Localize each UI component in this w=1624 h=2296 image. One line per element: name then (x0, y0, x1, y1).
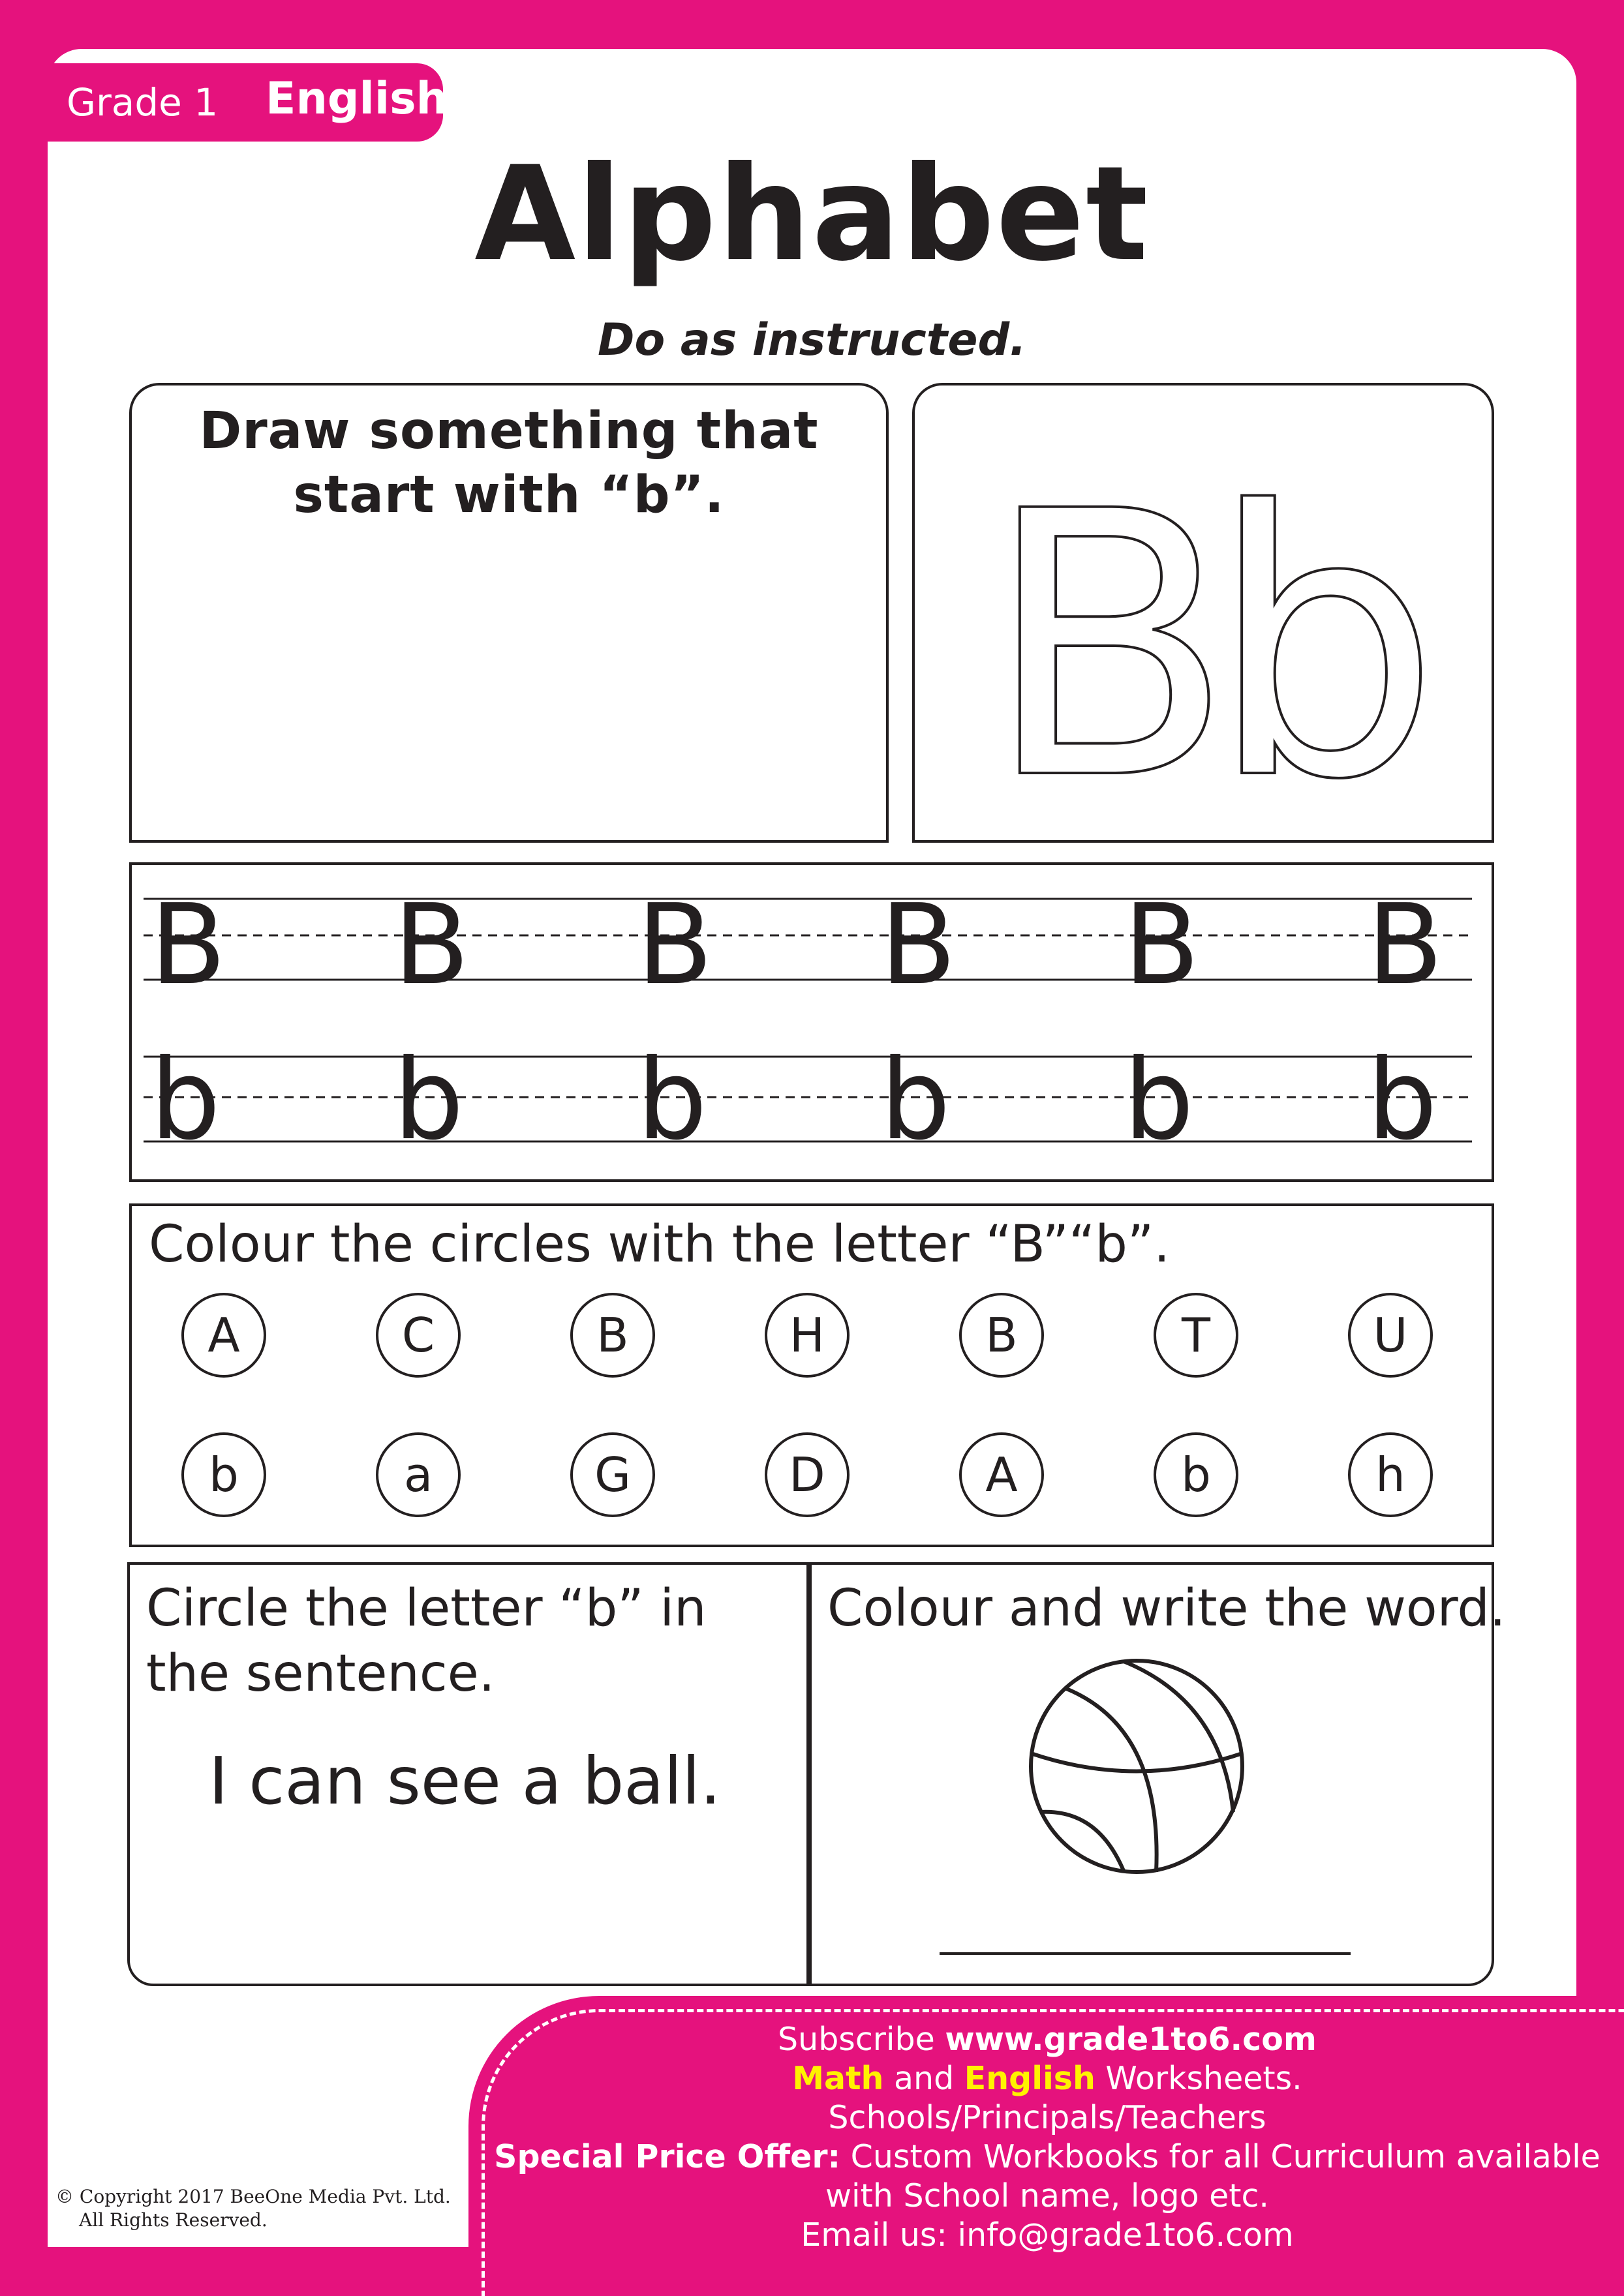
circle-sentence-prompt-line1: Circle the letter “b” in (146, 1579, 707, 1638)
instructions: Do as instructed. (598, 314, 1026, 366)
promo-line-offer2: with School name, logo etc. (825, 2177, 1270, 2214)
tracing-letters (129, 862, 1494, 1182)
outline-letter-lower: b (1208, 434, 1441, 841)
grade-label: Grade 1 (67, 80, 219, 125)
colour-write-prompt: Colour and write the word. (827, 1579, 1506, 1638)
trace-letter-upper: B (880, 881, 957, 1010)
letter-circle[interactable]: b (1154, 1432, 1238, 1517)
trace-letter-lower: b (637, 1036, 707, 1165)
trace-letter-upper: B (637, 881, 713, 1010)
copyright-line1: © Copyright 2017 BeeOne Media Pvt. Ltd. (55, 2186, 451, 2207)
letter-circle[interactable]: T (1154, 1293, 1238, 1378)
promo-line-subscribe (483, 2021, 1612, 2058)
write-answer-line[interactable] (940, 1952, 1351, 1955)
promo-line-worksheets (483, 2060, 1612, 2097)
english-label: English (964, 2060, 1095, 2097)
letter-circle[interactable]: h (1348, 1432, 1433, 1517)
trace-letter-lower: b (150, 1036, 221, 1165)
letter-circle[interactable]: a (376, 1432, 461, 1517)
copyright-line2: All Rights Reserved. (79, 2209, 268, 2231)
colour-circles-prompt: Colour the circles with the letter “B”“b”. (149, 1215, 1171, 1274)
letter-circle[interactable]: A (181, 1293, 266, 1378)
trace-letter-upper: B (150, 881, 226, 1010)
trace-letter-lower: b (1367, 1036, 1437, 1165)
subscribe-text: Subscribe (778, 2021, 945, 2058)
math-label: Math (792, 2060, 884, 2097)
trace-letter-lower: b (393, 1036, 464, 1165)
draw-prompt (196, 399, 822, 527)
letter-circle[interactable]: B (959, 1293, 1044, 1378)
subject-label: English (266, 73, 448, 125)
letter-circle[interactable]: D (765, 1432, 850, 1517)
letter-circle[interactable]: b (181, 1432, 266, 1517)
circle-sentence-prompt-line2: the sentence. (146, 1644, 495, 1703)
website-link[interactable]: www.grade1to6.com (945, 2021, 1317, 2058)
page-title: Alphabet (474, 138, 1150, 290)
letter-circle[interactable]: H (765, 1293, 850, 1378)
offer-text: Custom Workbooks for all Curriculum available (840, 2138, 1601, 2175)
trace-letter-upper: B (1367, 881, 1443, 1010)
promo-line-audience: Schools/Principals/Teachers (828, 2099, 1266, 2136)
letter-circle[interactable]: C (376, 1293, 461, 1378)
worksheets-text: Worksheets. (1095, 2060, 1302, 2097)
trace-letter-lower: b (880, 1036, 951, 1165)
letter-circle[interactable]: A (959, 1432, 1044, 1517)
trace-letter-lower: b (1124, 1036, 1194, 1165)
practice-sentence[interactable]: I can see a ball. (209, 1743, 721, 1819)
and-text: and (883, 2060, 964, 2097)
basketball-icon[interactable] (1026, 1655, 1248, 1877)
letter-circle[interactable]: U (1348, 1293, 1433, 1378)
letter-circle[interactable]: B (570, 1293, 655, 1378)
offer-label: Special Price Offer: (494, 2138, 841, 2175)
letter-circle[interactable]: G (570, 1432, 655, 1517)
draw-prompt-line1: Draw something that (199, 402, 819, 461)
trace-letter-upper: B (393, 881, 470, 1010)
outline-letter-upper: B (983, 434, 1235, 841)
trace-letter-upper: B (1124, 881, 1200, 1010)
promo-line-offer (483, 2138, 1612, 2175)
draw-prompt-line2: start with “b”. (293, 466, 725, 524)
copyright-notice (55, 2185, 451, 2232)
outline-letters (920, 391, 1488, 841)
promo-email[interactable]: Email us: info@grade1to6.com (801, 2216, 1294, 2254)
